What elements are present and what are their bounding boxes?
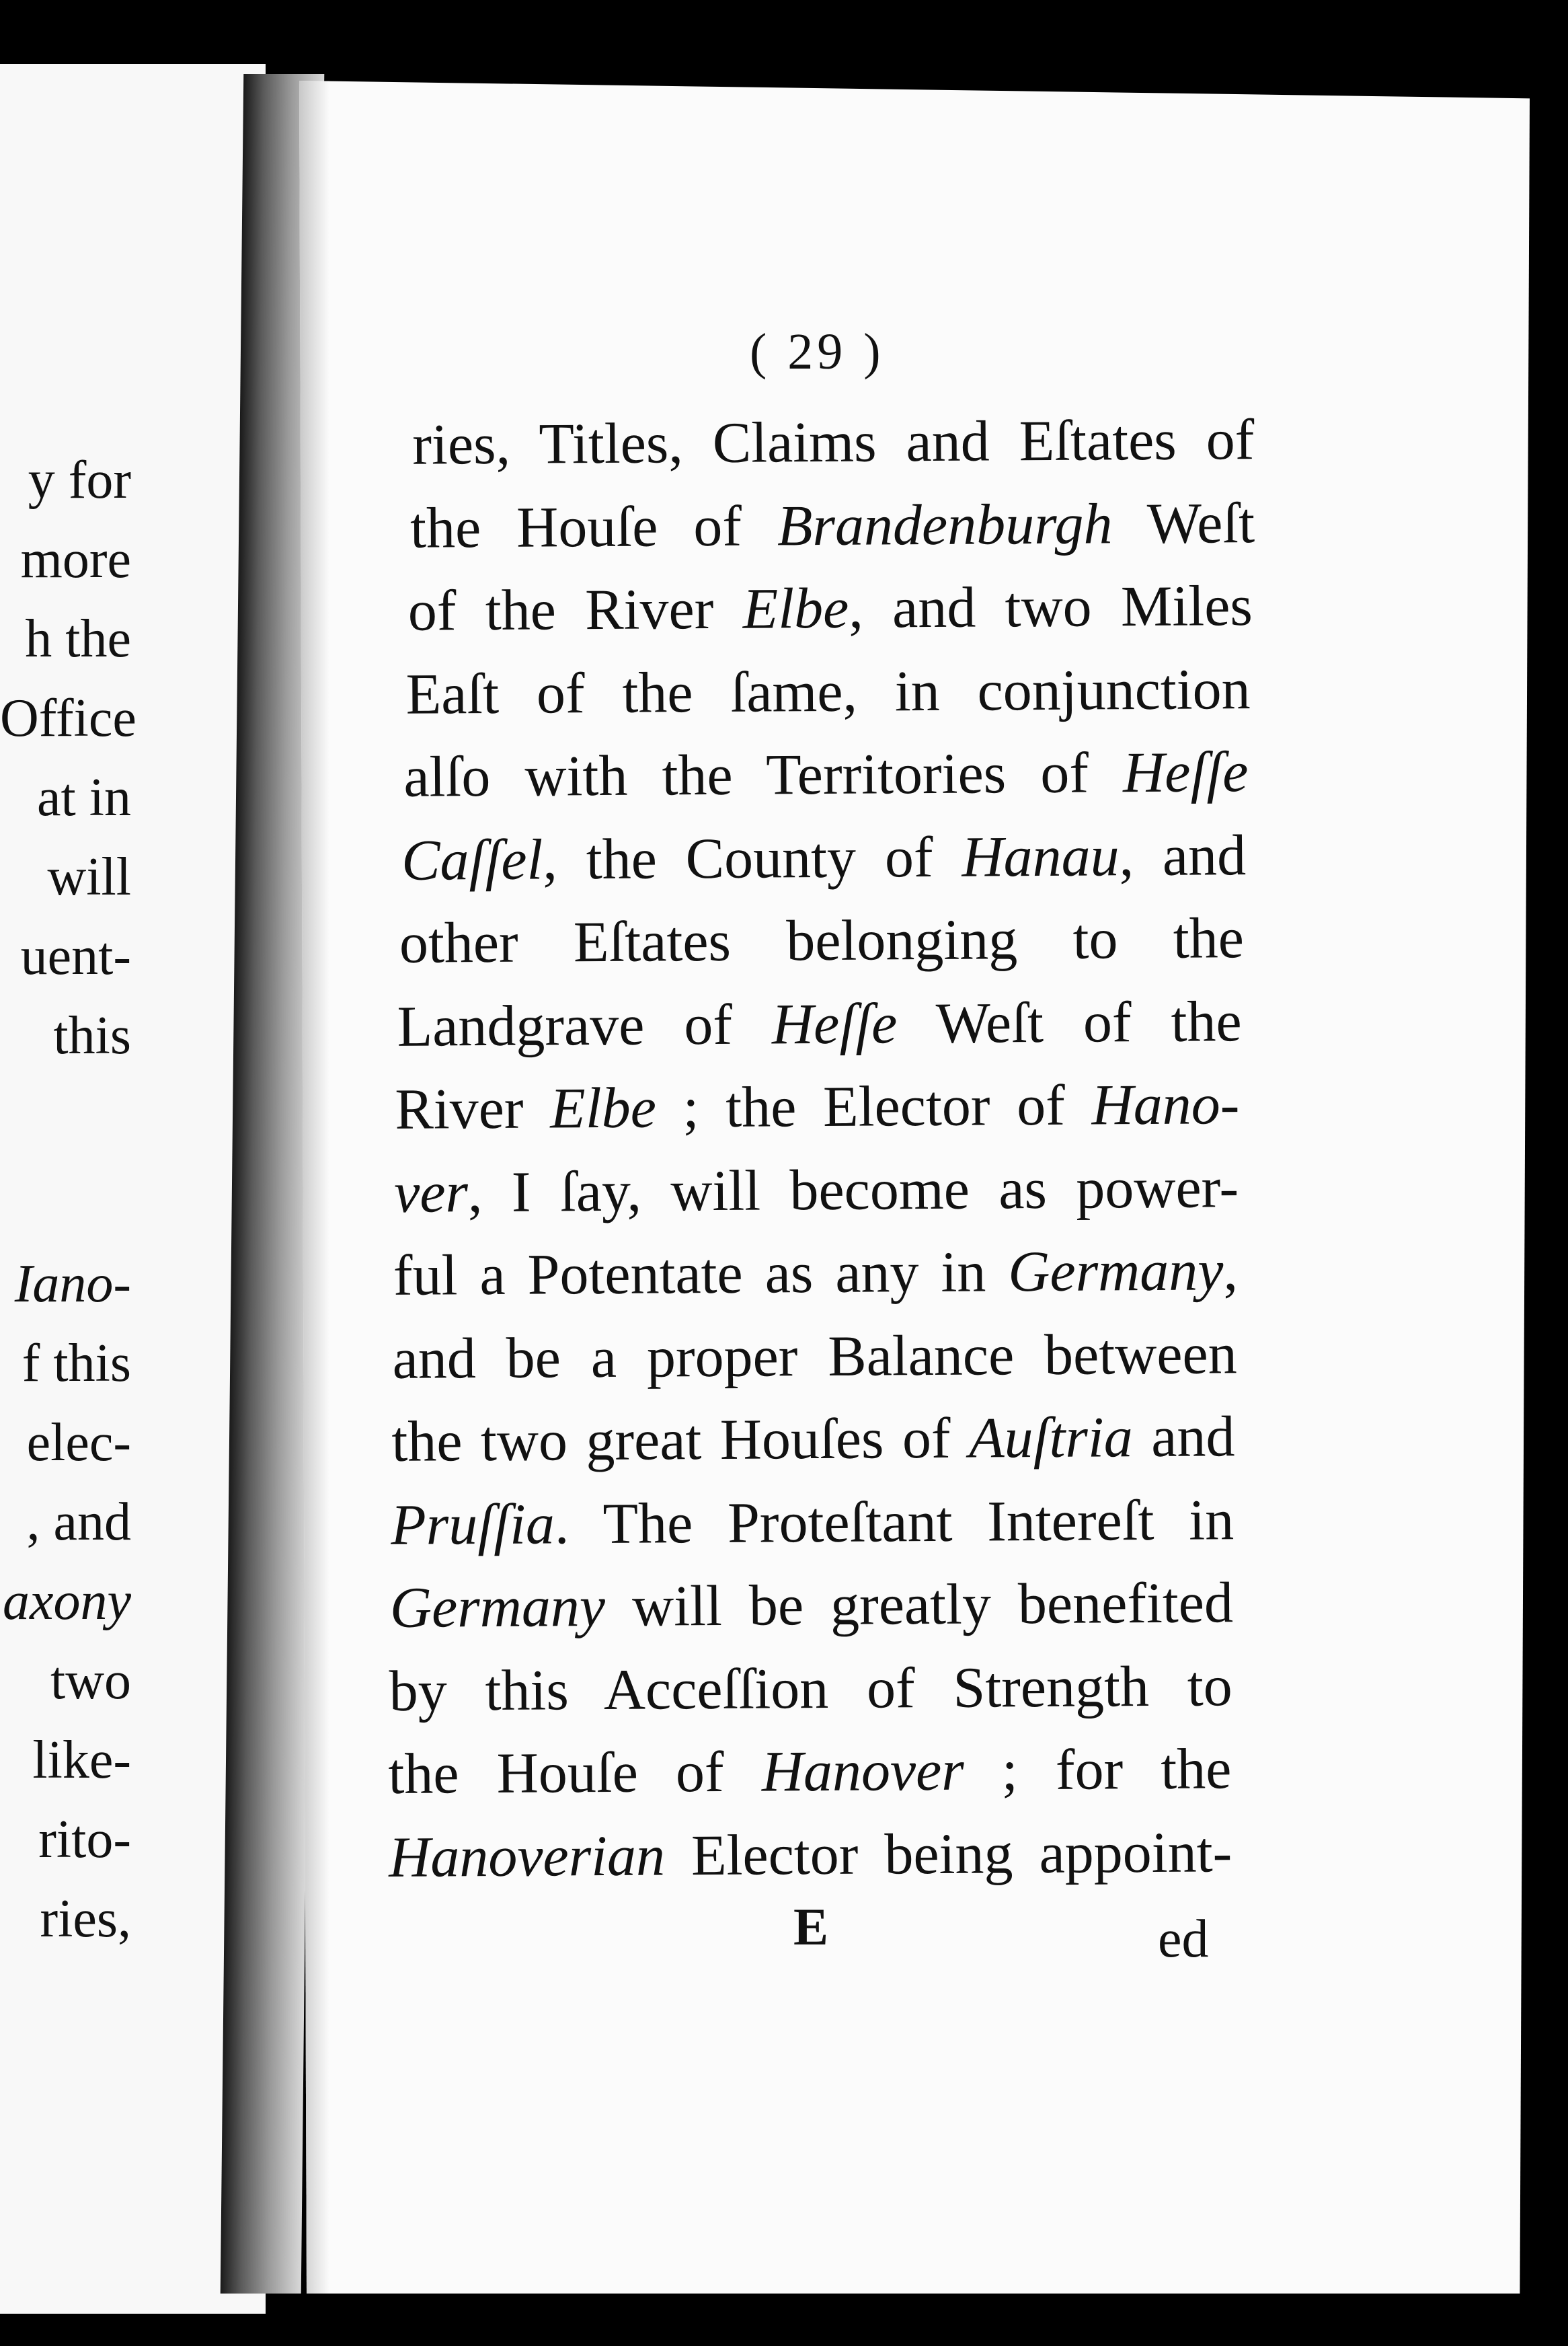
left-page-line: at in [37,768,131,827]
text-line [393,1229,1239,1317]
italic-text: Brandenburgh [777,490,1113,558]
roman-text: and be a proper Balance between [392,1320,1237,1391]
text-line [410,482,1255,570]
roman-text: ries, Titles, Claims and Eſtates of [412,407,1255,477]
left-page-line: will [47,847,131,907]
left-page-line: Iano- [14,1254,131,1314]
left-page-upper-text [0,441,136,1075]
left-page-line: , and [26,1492,131,1552]
text-line [405,648,1251,736]
roman-text: and [1132,1404,1235,1470]
roman-text: ; the Elector of [656,1072,1092,1140]
text-line [391,1395,1235,1483]
italic-text: Germany [1008,1238,1224,1304]
text-line [395,1063,1240,1151]
roman-text: , I ſay, will become as power- [467,1154,1239,1224]
left-page-line: uent- [20,927,131,986]
text-line [412,398,1255,486]
italic-text: ver [393,1159,469,1225]
roman-text: Weſt of the [896,988,1242,1055]
roman-text: , the County of [543,824,962,892]
roman-text: by this Acceſſion of Strength to [389,1653,1232,1723]
roman-text: River [395,1075,551,1141]
roman-text: ; for the [964,1736,1232,1803]
left-page-line: more [20,530,131,589]
roman-text: Eaſt of the ſame, in conjunction [405,656,1251,726]
text-line [408,564,1253,652]
roman-text: the Houſe of [409,492,778,560]
page-number: ( 29 ) [750,324,885,380]
roman-text: . The Proteſtant Intereſt in [554,1486,1234,1556]
text-line [388,1727,1232,1815]
text-line [389,1811,1232,1899]
italic-text: Caſſel [401,827,543,893]
text-line [390,1561,1234,1649]
left-page-line: y for [28,451,131,510]
left-page-line: axony [2,1572,131,1631]
roman-text: of the River [407,576,743,643]
roman-text: Weſt [1112,490,1255,556]
left-page-line: ries, [40,1889,131,1948]
italic-text: Auſtria [968,1404,1134,1470]
left-page-line: rito- [38,1810,131,1869]
page-body [380,398,1263,1899]
italic-text: Hanau [962,823,1120,889]
signature-mark: E [793,1897,829,1956]
italic-text: Hanover [761,1737,965,1804]
left-page-line: elec- [26,1413,131,1472]
left-page-line: this [53,1006,131,1065]
roman-text: the Houſe of [388,1739,762,1806]
roman-text: , [1223,1238,1239,1303]
text-line [391,1478,1234,1566]
roman-text: Landgrave of [397,991,773,1059]
text-line [399,897,1245,985]
italic-text: Germany [389,1573,606,1640]
italic-text: Hano- [1091,1071,1240,1137]
left-page-line: h the [25,609,131,669]
left-page-line: Office [0,689,136,748]
roman-text: will be greatly benefited [604,1570,1234,1638]
text-line [389,1644,1232,1733]
left-page-line: two [50,1651,131,1710]
italic-text: Pruſſia [390,1490,555,1557]
italic-text: Heſſe [1122,739,1249,805]
roman-text: other Eſtates belonging to the [399,905,1245,975]
roman-text: the two great Houſes of [391,1405,970,1474]
roman-text: , and two Miles [848,573,1253,640]
roman-text: ful a Potentate as any in [393,1239,1009,1308]
italic-text: Hanoverian [388,1822,666,1889]
left-page-line: like- [32,1731,131,1790]
italic-text: Heſſe [771,990,898,1056]
text-line [397,980,1242,1068]
text-line [392,1312,1237,1400]
roman-text: , and [1119,822,1247,888]
roman-text: alſo with the Territories of [403,740,1124,809]
italic-text: Elbe [549,1075,657,1141]
catchword: ed [1158,1909,1209,1969]
text-line [401,814,1247,902]
roman-text: Elector being appoint- [664,1819,1232,1887]
text-line [394,1146,1239,1234]
italic-text: Elbe [742,575,849,641]
left-page-lower-text [0,1244,131,1959]
left-page-line: f this [22,1334,131,1393]
text-line [403,730,1249,819]
